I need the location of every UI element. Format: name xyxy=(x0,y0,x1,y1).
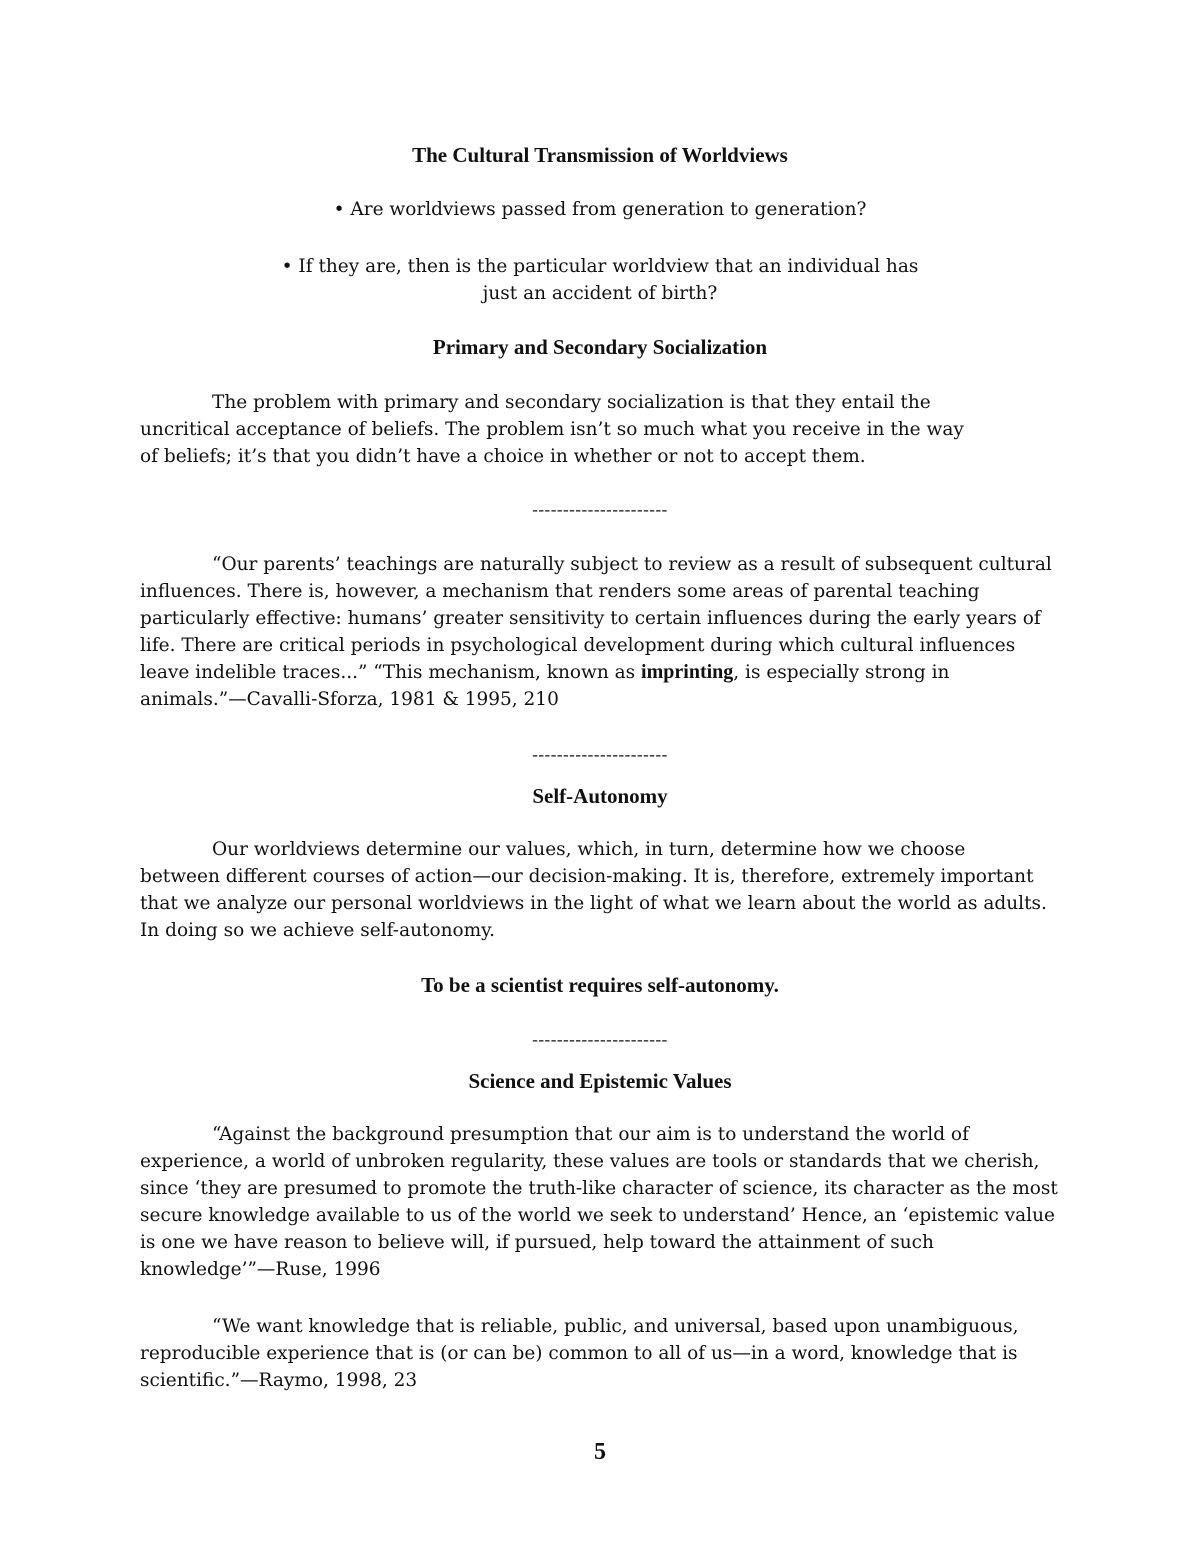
imprinting-term: imprinting xyxy=(641,661,734,683)
paragraph-line: The problem with primary and secondary socialization is that they entail the xyxy=(212,392,931,413)
quote-citation-line: scientific.”—Raymo, 1998, 23 xyxy=(140,1370,418,1391)
quote-line: experience, a world of unbroken regularity, these values are tools or standards that we cherish, xyxy=(140,1151,1040,1172)
quote-text: , is especially strong in xyxy=(733,662,950,683)
quote-citation-line: animals.”—Cavalli-Sforza, 1981 & 1995, 210 xyxy=(140,689,559,710)
quote-line: reproducible experience that is (or can be) common to all of us—in a word, knowledge that is xyxy=(140,1343,1018,1364)
paragraph-line: Our worldviews determine our values, which, in turn, determine how we choose xyxy=(212,839,966,860)
section-divider: ---------------------- xyxy=(532,1030,668,1049)
quote-line: “We want knowledge that is reliable, public, and universal, based upon unambiguous, xyxy=(212,1316,1019,1337)
section-divider: ---------------------- xyxy=(532,745,668,764)
paragraph-line: uncritical acceptance of beliefs. The problem isn’t so much what you receive in the way xyxy=(140,419,964,440)
quote-line: since ‘they are presumed to promote the truth-like character of science, its character as the most xyxy=(140,1178,1058,1199)
paragraph-line: that we analyze our personal worldviews in the light of what we learn about the world as adults. xyxy=(140,893,1047,914)
section-divider: ---------------------- xyxy=(532,500,668,519)
quote-line: influences. There is, however, a mechanism that renders some areas of parental teaching xyxy=(140,581,980,602)
section-title-self-autonomy: Self-Autonomy xyxy=(532,784,668,808)
quote-line: “Our parents’ teachings are naturally subject to review as a result of subsequent cultural xyxy=(212,554,1052,575)
quote-text: leave indelible traces...” “This mechanism, known as xyxy=(140,662,642,683)
page-number: 5 xyxy=(594,1439,606,1465)
paragraph-line: between different courses of action—our decision-making. It is, therefore, extremely important xyxy=(140,866,1034,887)
bullet-question-2-line-2: just an accident of birth? xyxy=(482,283,718,304)
section-title-socialization: Primary and Secondary Socialization xyxy=(432,335,768,359)
section-title-epistemic-values: Science and Epistemic Values xyxy=(468,1069,732,1093)
section-title-cultural-transmission: The Cultural Transmission of Worldviews xyxy=(412,143,788,167)
quote-citation-line: knowledge’”—Ruse, 1996 xyxy=(140,1259,381,1280)
quote-line: “Against the background presumption that our aim is to understand the world of xyxy=(212,1124,969,1145)
quote-line: life. There are critical periods in psychological development during which cultural influences xyxy=(140,635,1016,656)
quote-line: is one we have reason to believe will, if pursued, help toward the attainment of such xyxy=(140,1232,934,1253)
emphasis-statement: To be a scientist requires self-autonomy. xyxy=(421,973,779,997)
quote-line-imprinting xyxy=(140,659,949,686)
paragraph-line: of beliefs; it’s that you didn’t have a choice in whether or not to accept them. xyxy=(140,446,866,467)
bullet-question-2-line-1: • If they are, then is the particular worldview that an individual has xyxy=(281,256,919,277)
quote-line: particularly effective: humans’ greater sensitivity to certain influences during the early years of xyxy=(140,608,1041,629)
quote-line: secure knowledge available to us of the world we seek to understand’ Hence, an ‘epistemic value xyxy=(140,1205,1055,1226)
bullet-question-1: • Are worldviews passed from generation to generation? xyxy=(333,199,867,220)
paragraph-line: In doing so we achieve self-autonomy. xyxy=(140,920,496,941)
